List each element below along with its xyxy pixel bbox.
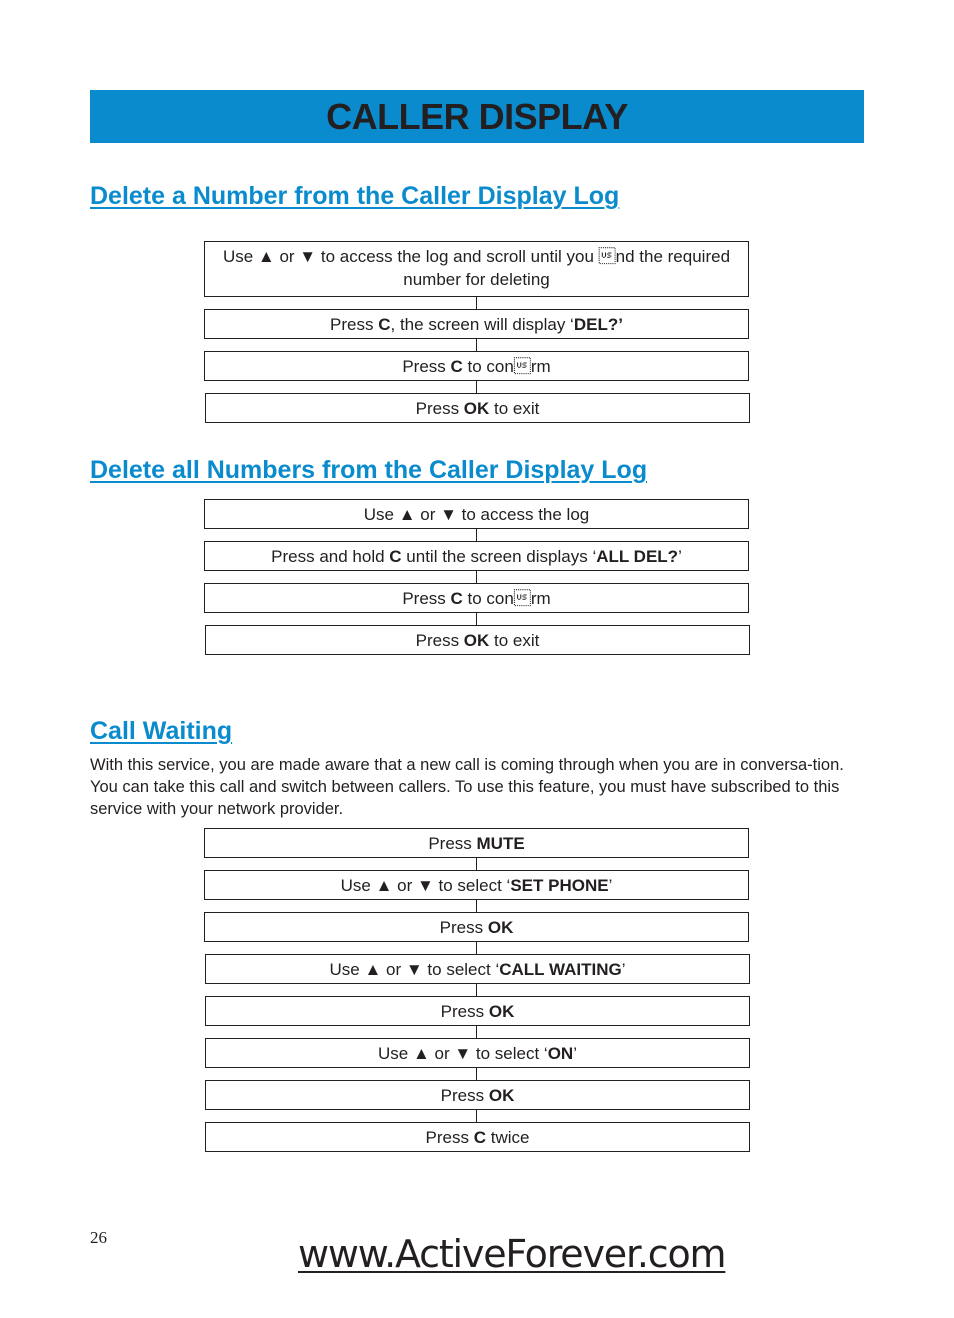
flow-delete-all <box>204 499 749 655</box>
step-box: Press OK to exit <box>205 625 750 655</box>
step-box: Press C twice <box>205 1122 750 1152</box>
connector-line <box>476 339 477 351</box>
step-box: Use ▲ or ▼ to select ‘SET PHONE’ <box>204 870 749 900</box>
step-box: Press C, the screen will display ‘DEL?’ <box>204 309 749 339</box>
connector-line <box>476 984 477 996</box>
step-box: Use ▲ or ▼ to access the log <box>204 499 749 529</box>
connector-line <box>476 613 477 625</box>
connector-line <box>476 1068 477 1080</box>
step-box: Press OK to exit <box>205 393 750 423</box>
section-heading-call-waiting: Call Waiting <box>90 717 233 745</box>
page-title: CALLER DISPLAY <box>326 95 628 137</box>
connector-line <box>476 571 477 583</box>
connector-line <box>476 381 477 393</box>
title-banner <box>90 90 864 143</box>
step-box: Press OK <box>204 912 749 942</box>
connector-line <box>476 900 477 912</box>
connector-line <box>476 1110 477 1122</box>
step-box: Press OK <box>205 1080 750 1110</box>
step-box: Use ▲ or ▼ to select ‘ON’ <box>205 1038 750 1068</box>
connector-line <box>476 1026 477 1038</box>
step-box: Press C to con rm <box>204 583 749 613</box>
step-box: Press and hold C until the screen displays ‘ALL DEL?’ <box>204 541 749 571</box>
connector-line <box>476 529 477 541</box>
step-box: Use ▲ or ▼ to access the log and scroll until you nd the required number for deleting <box>204 241 749 297</box>
call-waiting-paragraph: With this service, you are made aware that a new call is coming through when you are in conversa-tion. You can take this call and switch between callers. To use this feature, you must have subscribed to this service with your network provider. <box>90 756 844 818</box>
step-box: Press C to con rm <box>204 351 749 381</box>
flow-delete-one <box>204 241 749 423</box>
step-box: Use ▲ or ▼ to select ‘CALL WAITING’ <box>205 954 750 984</box>
step-box: Press OK <box>205 996 750 1026</box>
connector-line <box>476 858 477 870</box>
section-heading-delete-one: Delete a Number from the Caller Display Log <box>90 182 620 210</box>
step-box: Press MUTE <box>204 828 749 858</box>
connector-line <box>476 297 477 309</box>
section-heading-delete-all: Delete all Numbers from the Caller Display Log <box>90 456 648 484</box>
flow-call-waiting <box>204 828 749 1152</box>
website-link[interactable]: www.ActiveForever.com <box>298 1232 726 1276</box>
page-number: 26 <box>90 1228 107 1247</box>
connector-line <box>476 942 477 954</box>
